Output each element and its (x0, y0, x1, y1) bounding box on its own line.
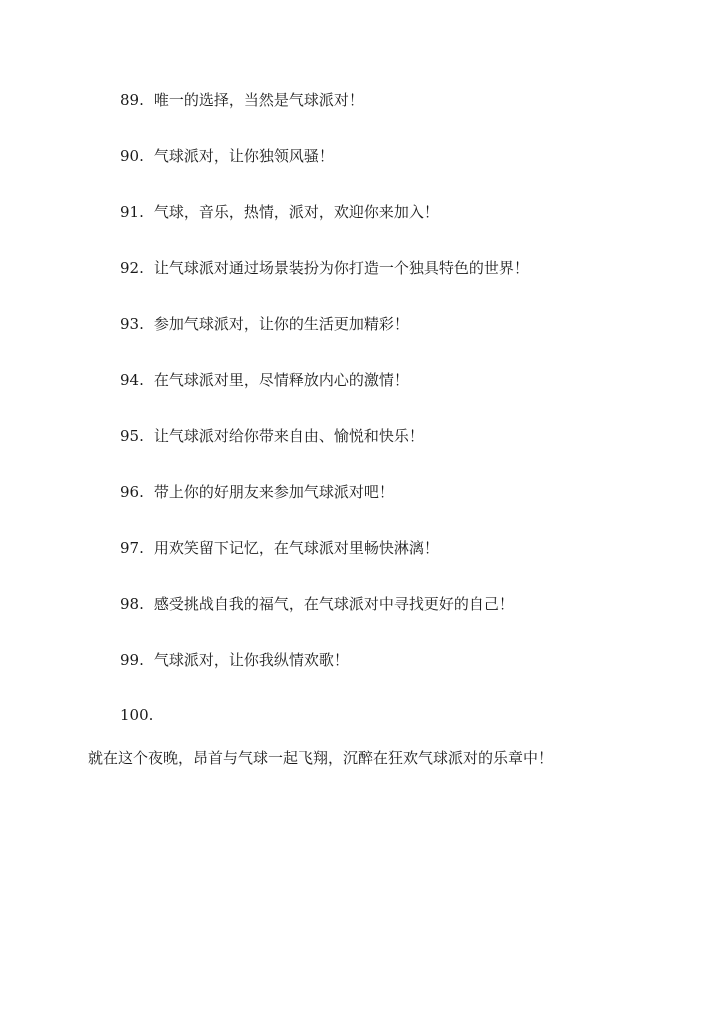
item-number: 93. (120, 315, 144, 333)
list-item (120, 590, 529, 646)
item-number: 97. (120, 539, 144, 557)
list-item (120, 198, 529, 254)
item-number: 99. (120, 651, 144, 669)
item-number: 94. (120, 371, 144, 389)
slogan-list (120, 86, 529, 702)
item-number: 96. (120, 483, 144, 501)
item-text: 气球派对，让你独领风骚！ (153, 147, 334, 165)
item-text: 让气球派对给你带来自由、愉悦和快乐！ (153, 427, 424, 445)
item-number: 90. (120, 147, 144, 165)
list-item (120, 422, 529, 478)
list-item (120, 366, 529, 422)
item-text: 气球，音乐，热情，派对，欢迎你来加入！ (153, 203, 439, 221)
last-item-number: 100. (120, 706, 154, 724)
list-item (120, 646, 529, 702)
item-text: 气球派对，让你我纵情欢歌！ (153, 651, 349, 669)
item-number: 89. (120, 91, 144, 109)
list-item (120, 142, 529, 198)
list-item (120, 534, 529, 590)
item-text: 让气球派对通过场景装扮为你打造一个独具特色的世界！ (153, 259, 529, 277)
item-text: 带上你的好朋友来参加气球派对吧！ (153, 483, 394, 501)
item-number: 92. (120, 259, 144, 277)
list-item (120, 86, 529, 142)
item-number: 91. (120, 203, 144, 221)
list-item (120, 478, 529, 534)
item-text: 在气球派对里，尽情释放内心的激情！ (153, 371, 409, 389)
list-item (120, 310, 529, 366)
item-text: 唯一的选择，当然是气球派对！ (153, 91, 364, 109)
item-text: 感受挑战自我的福气，在气球派对中寻找更好的自己！ (153, 595, 514, 613)
item-text: 参加气球派对，让你的生活更加精彩！ (153, 315, 409, 333)
list-item (120, 254, 529, 310)
item-text: 用欢笑留下记忆，在气球派对里畅快淋漓！ (153, 539, 439, 557)
item-number: 98. (120, 595, 144, 613)
item-number: 95. (120, 427, 144, 445)
last-item-text: 就在这个夜晚，昂首与气球一起飞翔，沉醉在狂欢气球派对的乐章中！ (88, 749, 554, 767)
